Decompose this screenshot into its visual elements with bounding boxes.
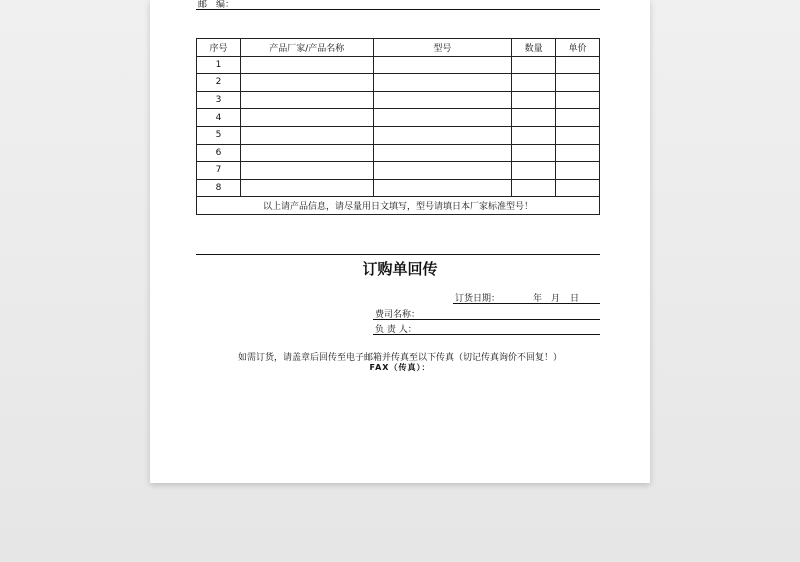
table-cell[interactable] (240, 126, 373, 144)
header-cell: 序号 (197, 39, 241, 57)
table-cell[interactable] (373, 126, 512, 144)
table-cell[interactable] (556, 162, 600, 180)
table-cell[interactable] (240, 162, 373, 180)
row-number: 2 (197, 74, 241, 92)
person-label: 负 责 人： (375, 325, 417, 335)
postcode-line (196, 9, 600, 10)
month-label: 月 (551, 294, 561, 304)
postcode-label: 邮 编： (198, 0, 235, 10)
company-line (373, 319, 600, 320)
table-cell[interactable] (373, 91, 512, 109)
table-cell[interactable] (512, 74, 556, 92)
row-number: 7 (197, 162, 241, 180)
table-cell[interactable] (240, 56, 373, 74)
table-cell[interactable] (240, 91, 373, 109)
header-cell: 产品厂家/产品名称 (240, 39, 373, 57)
table-header-row (197, 39, 600, 57)
table-cell[interactable] (512, 126, 556, 144)
table-row (197, 91, 600, 109)
table-cell[interactable] (373, 144, 512, 162)
table-cell[interactable] (373, 56, 512, 74)
row-number: 8 (197, 179, 241, 197)
section-divider (196, 254, 600, 255)
table-cell[interactable] (240, 179, 373, 197)
header-cell: 型号 (373, 39, 512, 57)
header-cell: 单价 (556, 39, 600, 57)
company-label: 费司名称： (375, 310, 421, 320)
table-row (197, 179, 600, 197)
table-cell[interactable] (556, 74, 600, 92)
table-row (197, 56, 600, 74)
table-cell[interactable] (556, 144, 600, 162)
table-row (197, 126, 600, 144)
notice-text: 如需订货，请盖章后回传至电子邮箱并传真至以下传真（切记传真询价不回复！） (237, 353, 562, 363)
table-cell[interactable] (512, 162, 556, 180)
table-cell[interactable] (512, 56, 556, 74)
table-cell[interactable] (512, 91, 556, 109)
table-cell[interactable] (240, 74, 373, 92)
table-row (197, 74, 600, 92)
table-cell[interactable] (240, 144, 373, 162)
row-number: 1 (197, 56, 241, 74)
table-cell[interactable] (512, 179, 556, 197)
day-label: 日 (570, 294, 580, 304)
note-row (197, 197, 600, 215)
table-row (197, 109, 600, 127)
row-number: 6 (197, 144, 241, 162)
table-row (197, 162, 600, 180)
table-row (197, 144, 600, 162)
table-note: 以上请产品信息，请尽量用日文填写，型号请填日本厂家标准型号！ (197, 197, 600, 215)
table-cell[interactable] (240, 109, 373, 127)
table-cell[interactable] (556, 56, 600, 74)
table-cell[interactable] (512, 144, 556, 162)
row-number: 3 (197, 91, 241, 109)
document-page (150, 0, 650, 483)
row-number: 4 (197, 109, 241, 127)
table-cell[interactable] (373, 109, 512, 127)
table-cell[interactable] (512, 109, 556, 127)
reply-title: 订购单回传 (362, 260, 438, 278)
fax-label: FAX（传真）： (369, 363, 431, 372)
person-line (373, 334, 600, 335)
table-cell[interactable] (373, 179, 512, 197)
table-cell[interactable] (556, 91, 600, 109)
product-table (196, 38, 600, 215)
table-cell[interactable] (373, 74, 512, 92)
table-cell[interactable] (556, 126, 600, 144)
year-label: 年 (533, 294, 543, 304)
table-cell[interactable] (556, 109, 600, 127)
header-cell: 数量 (512, 39, 556, 57)
table-cell[interactable] (373, 162, 512, 180)
order-date-label: 订货日期： (455, 294, 501, 304)
row-number: 5 (197, 126, 241, 144)
date-line (453, 303, 600, 304)
table-cell[interactable] (556, 179, 600, 197)
